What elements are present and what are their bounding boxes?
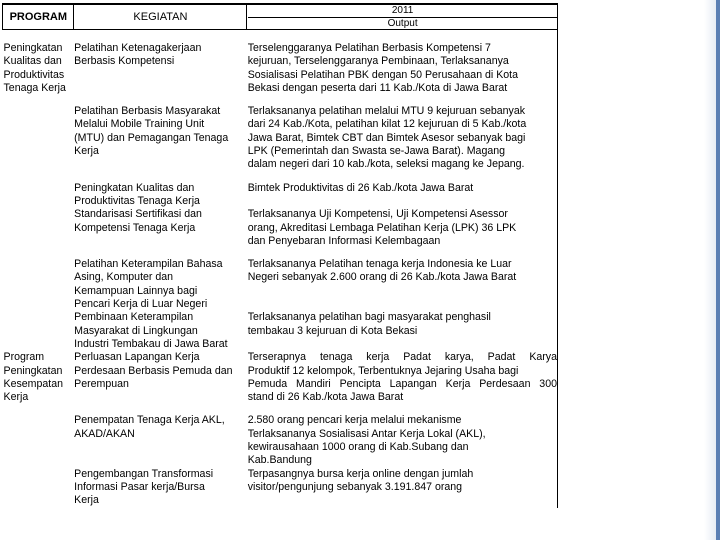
output-cell: Terserapnya tenaga kerja Padat karya, Padat Karya <box>247 351 557 364</box>
output-cell: Produktif 12 kelompok, Terbentuknya Jejaring Usaha bagi <box>247 365 558 378</box>
activity-cell: Pelatihan Berbasis Masyarakat Melalui Mobile Training Unit (MTU) dan Pemagangan Tenaga Kerja <box>74 105 229 158</box>
output-cell: Pemuda Mandiri Pencipta Lapangan Kerja Perdesaan 300 stand di 26 Kab./kota Jawa Barat <box>247 377 557 404</box>
output-cell: Bimtek Produktivitas di 26 Kab./kota Jawa Barat <box>247 182 558 209</box>
header-program: PROGRAM <box>3 4 74 30</box>
activity-cell: Pelatihan Ketenagakerjaan Berbasis Kompetensi <box>74 42 202 68</box>
output-cell: Terlaksananya Uji Kompetensi, Uji Kompetensi Asessor orang, Akreditasi Lembaga Pelatihan Kerja (LPK) 36 LPK dan Penyebaran Informasi Kelembagaan <box>247 208 558 248</box>
program-name: Peningkatan Kualitas dan Produktivitas Tenaga Kerja <box>3 42 66 94</box>
table-header <box>3 4 558 30</box>
table-row <box>3 311 558 351</box>
table-row <box>3 468 558 508</box>
activity-cell: Peningkatan Kualitas dan Produktivitas Tenaga Kerja <box>74 181 200 207</box>
activity-cell: Perluasan Lapangan Kerja <box>74 351 200 364</box>
table-row <box>3 42 558 95</box>
slide-edge-bar <box>716 0 720 540</box>
activity-cell: Pengembangan Transformasi Informasi Pasar kerja/Bursa Kerja <box>74 467 214 507</box>
output-cell: Terlaksananya Pelatihan tenaga kerja Indonesia ke Luar Negeri sebanyak 2.600 orang di 26 Kab./kota Jawa Barat <box>247 258 558 311</box>
program-name: Program Peningkatan Kesempatan Kerja <box>3 351 63 404</box>
activity-cell: Pelatihan Keterampilan Bahasa Asing, Komputer dan Kemampuan Lainnya bagi Pencari Kerja di Luar Negeri <box>74 258 223 311</box>
header-kegiatan: KEGIATAN <box>73 4 247 30</box>
table-row <box>3 378 558 405</box>
table-row <box>3 208 558 248</box>
output-cell: 2.580 orang pencari kerja melalui mekanisme Terlaksananya Sosialisasi Antar Kerja Lokal (AKL), kewirausahaan 1000 orang di Kab.Subang dan Kab.Bandung <box>247 414 558 467</box>
header-output <box>247 4 558 30</box>
activity-cell: Penempatan Tenaga Kerja AKL, AKAD/AKAN <box>74 414 225 440</box>
program-activity-table <box>2 3 558 508</box>
activity-cell: Perdesaan Berbasis Pemuda dan <box>74 364 233 377</box>
output-cell: Terselenggaranya Pelatihan Berbasis Kompetensi 7 kejuruan, Terselenggaranya Pembinaan, Terlaksananya Sosialisasi Pelatihan PBK dengan 50 Perusahaan di Kota Bekasi dengan peserta dari 11 Kab./Kota di Jawa Barat <box>247 42 558 95</box>
output-cell: Terlaksananya pelatihan bagi masyarakat penghasil tembakau 3 kejuruan di Kota Bekasi <box>247 311 558 351</box>
header-output-label: Output <box>248 17 557 29</box>
table-row <box>3 182 558 209</box>
output-cell: Terlaksananya pelatihan melalui MTU 9 kejuruan sebanyak dari 24 Kab./Kota, pelatihan kilat 12 kejuruan di 5 Kab./kota Jawa Barat, Bimtek CBT dan Bimtek Asesor sebanyak bagi LPK (Pemerintah dan Swasta se-Jawa Barat). Magang dalam negeri dari 10 kab./kota, seleksi magang ke Jepang. <box>247 105 558 171</box>
activity-cell: Perempuan <box>74 377 129 390</box>
table-row <box>3 258 558 311</box>
activity-cell: Pembinaan Keterampilan Masyarakat di Lingkungan Industri Tembakau di Jawa Barat <box>74 311 228 350</box>
table-row <box>3 105 558 171</box>
activity-cell: Standarisasi Sertifikasi dan Kompetensi Tenaga Kerja <box>74 208 202 234</box>
table-row <box>3 351 558 364</box>
table-row <box>3 365 558 378</box>
output-cell: Terpasangnya bursa kerja online dengan jumlah visitor/pengunjung sebanyak 3.191.847 orang <box>247 468 558 508</box>
table-row <box>3 414 558 467</box>
header-year: 2011 <box>391 5 414 16</box>
